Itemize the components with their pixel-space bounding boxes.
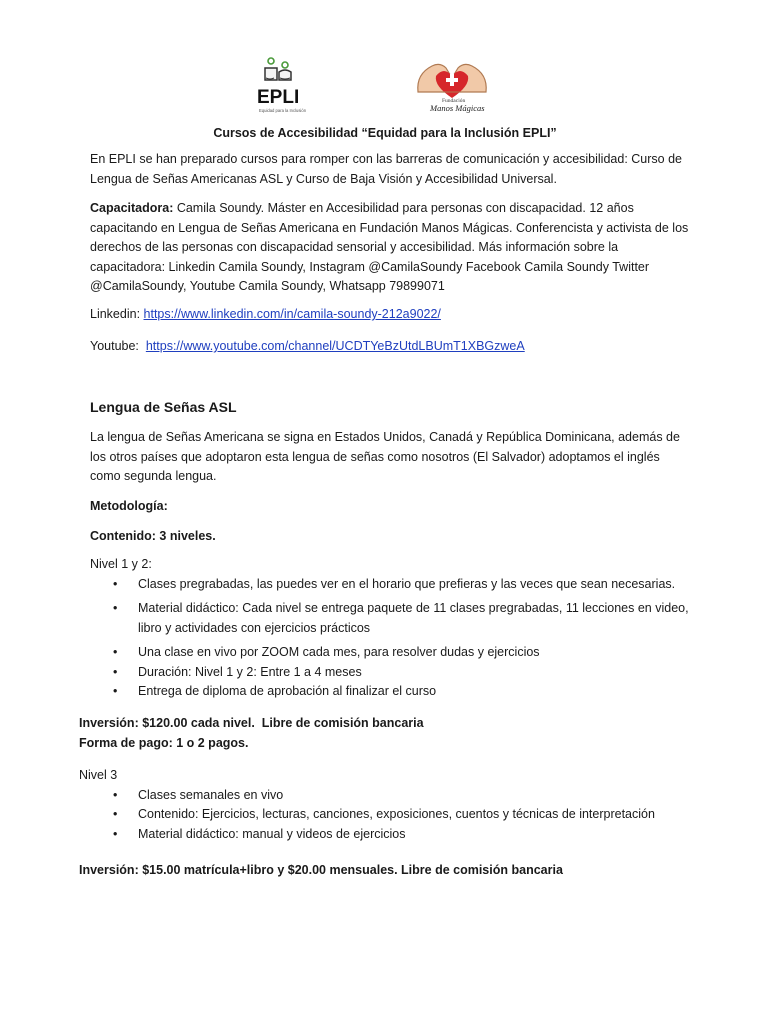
nivel12-list (90, 575, 690, 702)
linkedin-line (90, 305, 690, 325)
list-item: • Clases semanales en vivo (113, 787, 284, 802)
metodologia-block (90, 497, 690, 517)
linkedin-link[interactable]: https://www.linkedin.com/in/camila-soundy-212a9022/ (143, 307, 441, 321)
nivel3-list (90, 786, 679, 845)
intro-paragraph-block (90, 150, 690, 189)
manos-logo-line1: Fundación (442, 98, 466, 104)
youtube-label: Youtube: (90, 339, 146, 353)
list-item: • Material didáctico: manual y videos de ejercicios (113, 826, 406, 841)
asl-heading: Lengua de Señas ASL (90, 399, 237, 415)
nivel3-block (79, 766, 679, 844)
epli-logo-tagline: Equidad para la Inclusión (259, 108, 307, 113)
asl-heading-block (90, 398, 690, 418)
asl-description: La lengua de Señas Americana se signa en Estados Unidos, Canadá y República Dominicana, además de los otros países que adoptaron esta lengua de señas como nosotros (El Salvador) adoptamos el inglés como segunda lengua. (90, 430, 680, 483)
contenido-block (90, 527, 690, 547)
list-item: • Clases pregrabadas, las puedes ver en el horario que prefieras y las veces que sean necesarias. (113, 576, 676, 591)
epli-logo-text: EPLI (257, 87, 300, 108)
document-title: Cursos de Accesibilidad “Equidad para la Inclusión EPLI” (213, 126, 557, 140)
youtube-link[interactable]: https://www.youtube.com/channel/UCDTYeBzUtdLBUmT1XBGzweA (145, 339, 525, 353)
nivel3-inversion: Inversión: $15.00 matrícula+libro y $20.00 mensuales. Libre de comisión bancaria (79, 863, 563, 877)
nivel12-forma-pago: Forma de pago: 1 o 2 pagos. (79, 735, 249, 750)
capacitadora-paragraph (90, 199, 690, 297)
youtube-line (90, 337, 690, 357)
list-item: • Entrega de diploma de aprobación al finalizar el curso (113, 684, 437, 698)
nivel12-inversion: Inversión: $120.00 cada nivel. Libre de comisión bancaria (79, 716, 424, 730)
nivel12-block (90, 555, 690, 702)
manos-logo-line2: Manos Mágicas (430, 103, 485, 113)
nivel3-pricing-block (79, 861, 679, 881)
nivel12-label: Nivel 1 y 2: (90, 557, 152, 571)
metodologia-label: Metodología: (90, 499, 168, 513)
manos-magicas-logo (412, 56, 492, 118)
list-item: • Duración: Nivel 1 y 2: Entre 1 a 4 meses (113, 664, 362, 679)
asl-description-block (90, 428, 690, 487)
nivel3-label: Nivel 3 (79, 768, 118, 782)
capacitadora-label: Capacitadora: (90, 201, 174, 215)
header-logos (0, 52, 770, 122)
intro-paragraph: En EPLI se han preparado cursos para romper con las barreras de comunicación y accesibilidad: Curso de Lengua de Señas Americanas ASL y Curso de Baja Visión y Accesibilidad Universal. (90, 152, 682, 186)
contenido-label: Contenido: 3 niveles. (90, 529, 216, 543)
nivel12-pricing-block (79, 714, 679, 753)
linkedin-label: Linkedin: (90, 307, 144, 321)
capacitadora-text: Camila Soundy. Máster en Accesibilidad para personas con discapacidad. 12 años capacitando en Lengua de Señas Americana en Fundación Manos Mágicas. Conferencista y activista de los derechos de las personas con discapacidad sensorial y accesibilidad. Más información sobre la capacitadora: Linkedin Camila Soundy, Instagram @CamilaSoundy Facebook Camila Soundy Twitter @CamilaSoundy, Youtube Camila Soundy, Whatsapp 79899071 (90, 201, 689, 293)
list-item: • Contenido: Ejercicios, lecturas, canciones, exposiciones, cuentos y técnicas de interpretación (113, 807, 655, 821)
epli-logo (250, 52, 320, 122)
list-item: • Una clase en vivo por ZOOM cada mes, para resolver dudas y ejercicios (113, 645, 540, 659)
list-item: • Material didáctico: Cada nivel se entrega paquete de 11 clases pregrabadas, 11 lecciones en video, libro y actividades con ejercicios prácticos (113, 601, 689, 635)
capacitadora-block (90, 199, 690, 297)
